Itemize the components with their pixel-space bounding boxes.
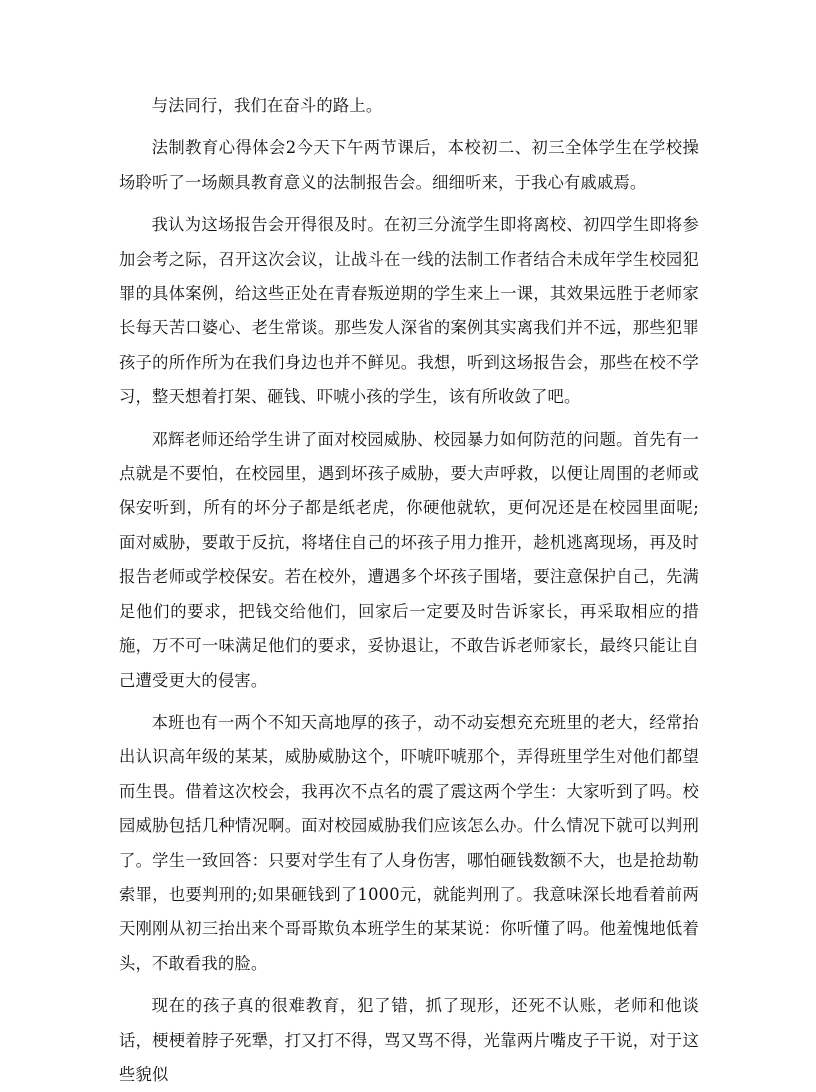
document-page [119,89,699,1092]
paragraph-3: 我认为这场报告会开得很及时。在初三分流学生即将离校、初四学生即将参加会考之际，召开这次会议，让战斗在一线的法制工作者结合未成年学生校园犯罪的具体案例，给这些正处在青春叛逆期的学生来上一课，其效果远胜于老师家长每天苦口婆心、老生常谈。那些发人深省的案例其实离我们并不远，那些犯罪孩子的所作所为在我们身边也并不鲜见。我想，听到这场报告会，那些在校不学习，整天想着打架、砸钱、吓唬小孩的学生，该有所收敛了吧。 [119,215,699,407]
paragraph-1: 与法同行，我们在奋斗的路上。 [151,96,383,115]
paragraph-6: 现在的孩子真的很难教育，犯了错，抓了现形，还死不认账，老师和他谈话，梗梗着脖子死犟，打又打不得，骂又骂不得，光靠两片嘴皮子干说，对于这些貌似 [119,996,699,1084]
paragraph-5: 本班也有一两个不知天高地厚的孩子，动不动妄想充充班里的老大，经常抬出认识高年级的某某，威胁威胁这个，吓唬吓唬那个，弄得班里学生对他们都望而生畏。借着这次校会，我再次不点名的震了震这两个学生：大家听到了吗。校园威胁包括几种情况啊。面对校园威胁我们应该怎么办。什么情况下就可以判刑了。学生一致回答：只要对学生有了人身伤害，哪怕砸钱数额不大，也是抢劫勒索罪，也要判刑的;如果砸钱到了1000元，就能判刑了。我意味深长地看着前两天刚刚从初三抬出来个哥哥欺负本班学生的某某说：你听懂了吗。他羞愧地低着头，不敢看我的脸。 [119,712,699,973]
paragraph-2: 法制教育心得体会2今天下午两节课后，本校初二、初三全体学生在学校操场聆听了一场颇具教育意义的法制报告会。细细听来，于我心有戚戚焉。 [119,138,699,192]
paragraph-4: 邓辉老师还给学生讲了面对校园威胁、校园暴力如何防范的问题。首先有一点就是不要怕，在校园里，遇到坏孩子威胁，要大声呼救，以便让周围的老师或保安听到，所有的坏分子都是纸老虎，你硬他就软，更何况还是在校园里面呢;面对威胁，要敢于反抗，将堵住自己的坏孩子用力推开，趁机逃离现场，再及时报告老师或学校保安。若在校外，遭遇多个坏孩子围堵，要注意保护自己，先满足他们的要求，把钱交给他们，回家后一定要及时告诉家长，再采取相应的措施，万不可一味满足他们的要求，妥协退让，不敢告诉老师家长，最终只能让自己遭受更大的侵害。 [119,429,699,690]
